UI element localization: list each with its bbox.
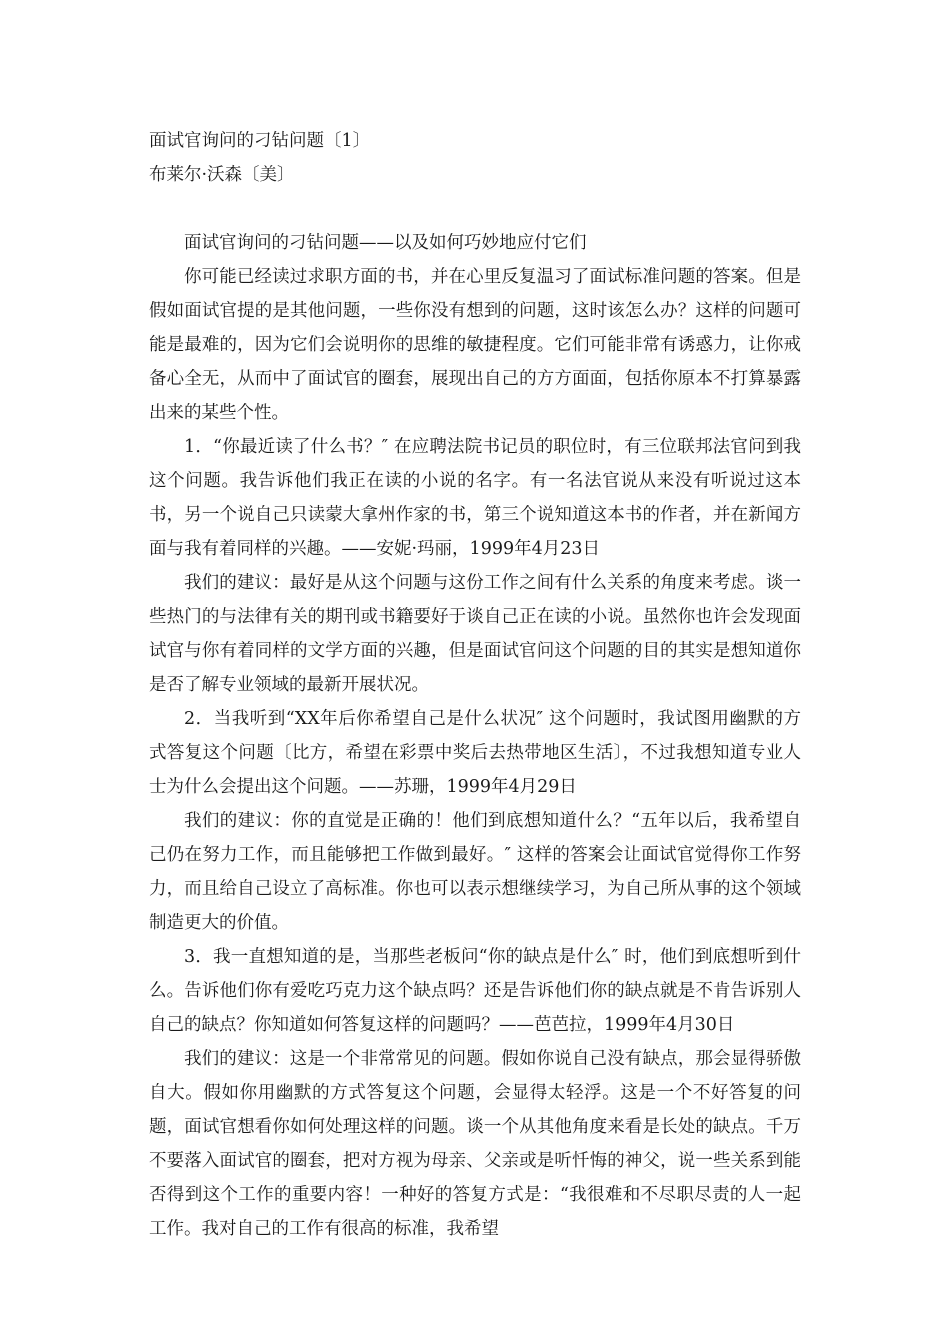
- document-page: [149, 124, 801, 1246]
- document-title: 面试官询问的刁钻问题〔1〕: [149, 131, 371, 151]
- advice-3-paragraph: 我们的建议：这是一个非常常见的问题。假如你说自己没有缺点，那会显得骄傲自大。假如你用幽默的方式答复这个问题，会显得太轻浮。这是一个不好答复的问题，面试官想看你如何处理这样的问题。谈一个从其他角度来看是长处的缺点。千万不要落入面试官的圈套，把对方视为母亲、父亲或是听忏悔的神父，说一些关系到能否得到这个工作的重要内容！一种好的答复方式是：“我很难和不尽职尽责的人一起工作。我对自己的工作有很高的标准，我希望: [149, 1049, 801, 1239]
- question-1-paragraph: 1．“你最近读了什么书？″ 在应聘法院书记员的职位时，有三位联邦法官问到我这个问题。我告诉他们我正在读的小说的名字。有一名法官说从来没有听说过这本书，另一个说自己只读蒙大拿州作家的书，第三个说知道这本书的作者，并在新闻方面与我有着同样的兴趣。——安妮·玛丽，1999年4月23日: [149, 437, 801, 559]
- intro-paragraph: 你可能已经读过求职方面的书，并在心里反复温习了面试标准问题的答案。但是假如面试官提的是其他问题，一些你没有想到的问题，这时该怎么办？这样的问题可能是最难的，因为它们会说明你的思维的敏捷程度。它们可能非常有诱惑力，让你戒备心全无，从而中了面试官的圈套，展现出自己的方方面面，包括你原本不打算暴露出来的某些个性。: [149, 267, 801, 423]
- advice-1-paragraph: 我们的建议：最好是从这个问题与这份工作之间有什么关系的角度来考虑。谈一些热门的与法律有关的期刊或书籍要好于谈自己正在读的小说。虽然你也许会发现面试官与你有着同样的文学方面的兴趣，但是面试官问这个问题的目的其实是想知道你是否了解专业领域的最新开展状况。: [149, 573, 801, 695]
- subtitle-paragraph: 面试官询问的刁钻问题——以及如何巧妙地应付它们: [184, 233, 587, 253]
- advice-2-paragraph: 我们的建议：你的直觉是正确的！他们到底想知道什么？“五年以后，我希望自己仍在努力工作，而且能够把工作做到最好。″ 这样的答案会让面试官觉得你工作努力，而且给自己设立了高标准。你也可以表示想继续学习，为自己所从事的这个领域制造更大的价值。: [149, 811, 801, 933]
- document-author: 布莱尔·沃森〔美〕: [149, 165, 295, 185]
- question-3-paragraph: 3．我一直想知道的是，当那些老板问“你的缺点是什么″ 时，他们到底想听到什么。告诉他们你有爱吃巧克力这个缺点吗？还是告诉他们你的缺点就是不肯告诉别人自己的缺点？你知道如何答复这样的问题吗？——芭芭拉，1999年4月30日: [149, 947, 801, 1035]
- question-2-paragraph: 2．当我听到“XX年后你希望自己是什么状况″ 这个问题时，我试图用幽默的方式答复这个问题〔比方，希望在彩票中奖后去热带地区生活〕，不过我想知道专业人士为什么会提出这个问题。——苏珊，1999年4月29日: [149, 709, 801, 797]
- blank-line: [149, 192, 801, 226]
